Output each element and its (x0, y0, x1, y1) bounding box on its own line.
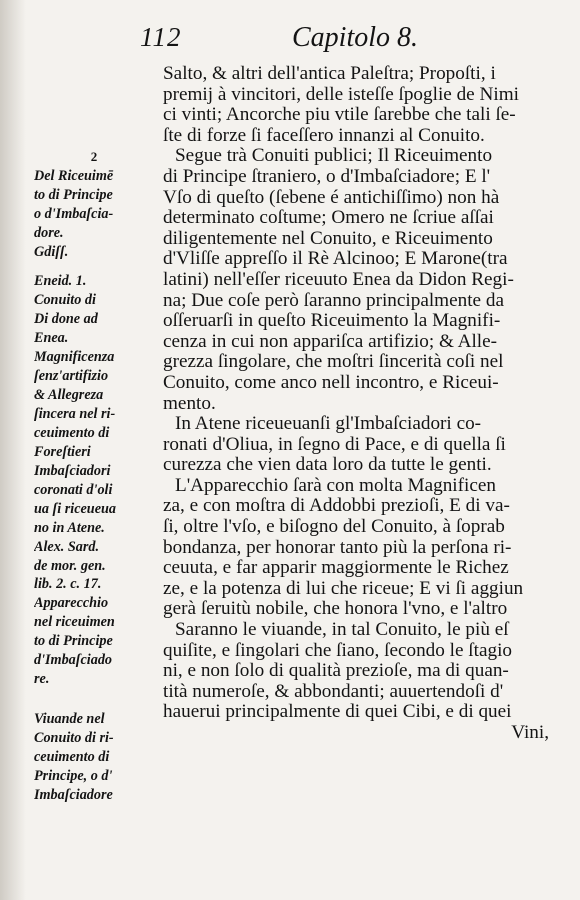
margin-note-line: coronati d'oli (34, 481, 113, 498)
margin-note-line: de mor. gen. (34, 557, 106, 574)
text-line: tità numeroſe, & abbondanti; auuertendoſi d' (163, 681, 504, 702)
margin-note-eneid (34, 272, 154, 348)
main-text-column (163, 64, 555, 744)
margin-note-line: Eneid. 1. (34, 273, 87, 289)
margin-note-line: Conuito di (34, 291, 96, 308)
text-line: Saranno le viuande, in tal Conuito, le più eſ (175, 620, 509, 641)
margin-note-line: Del Riceuimē (34, 167, 114, 184)
text-line: ze, e la potenza di lui che riceue; E vi ſi aggiun (163, 578, 524, 599)
margin-note-line: Foreſtieri (34, 443, 91, 460)
margin-note-line: ua ſi riceueua (34, 500, 116, 517)
margin-note-apparecchio (34, 594, 154, 689)
text-line: determinato coſtume; Omero ne ſcriue aſſai (163, 208, 494, 229)
margin-note-line: 2 (90, 149, 98, 164)
text-line: na; Due coſe però ſaranno principalmente da (163, 290, 504, 311)
margin-note-line: to di Principe (34, 632, 113, 649)
page-number: 112 (140, 22, 182, 52)
text-line: Segue trà Conuiti publici; Il Riceuimento (175, 146, 493, 167)
text-line: ſte di forze ſi faceſſero innanzi al Conuito. (163, 125, 485, 146)
page-spine-shadow (0, 0, 26, 900)
text-line: cenza in cui non appariſca artifizio; & Alle- (163, 331, 498, 352)
margin-note-riceuimento (34, 148, 154, 261)
running-title: Capitolo 8. (292, 22, 419, 53)
margin-note-line: dore. (34, 224, 64, 241)
margin-note-viuande (34, 710, 154, 805)
margin-note-line: ſincera nel ri- (34, 405, 116, 422)
text-line: L'Apparecchio ſarà con molta Magnificen (175, 475, 496, 496)
margin-note-line: lib. 2. c. 17. (34, 576, 102, 593)
text-line: hauerui principalmente di quei Cibi, e di quei (163, 702, 512, 723)
text-line: ceuuta, e far apparir maggiormente le Richez (163, 558, 509, 579)
text-line: za, e con moſtra di Addobbi prezioſi, E di va- (163, 496, 510, 517)
margin-note-line: Alex. Sard. (34, 538, 100, 555)
margin-note-line: & Allegreza (34, 386, 104, 403)
margin-note-imbasciadori (34, 462, 154, 594)
text-line: ni, e non ſolo di qualità prezioſe, ma di quan- (163, 661, 509, 682)
text-line: curezza che vien data loro da tutte le genti. (163, 455, 492, 476)
text-line: Vſo di queſto (ſebene é antichiſſimo) non hà (163, 187, 500, 208)
text-line: quiſite, e ſingolari che ſiano, ſecondo le ſtagio (163, 640, 513, 661)
margin-note-line: nel riceuimen (34, 613, 115, 630)
text-line: mento. (163, 393, 216, 414)
margin-note-line: Imbaſciadori (34, 463, 111, 479)
text-line: ci vinti; Ancorche piu vtile ſarebbe che tali ſe- (163, 105, 516, 126)
text-line: In Atene riceueuanſi gl'Imbaſciadori co- (175, 414, 482, 435)
margin-note-line: Viuande nel (34, 711, 105, 727)
text-line: ſi, oltre l'vſo, e biſogno del Conuito, à ſoprab (163, 517, 505, 538)
text-line: di Principe ſtraniero, o d'Imbaſciadore; E l' (163, 166, 491, 187)
text-line: diligentemente nel Conuito, e Riceuimento (163, 228, 493, 249)
text-line: gerà ſeruitù nobile, che honora l'vno, e l'altro (163, 599, 508, 620)
text-line: bondanza, per honorar tanto più la perſona ri- (163, 537, 512, 558)
text-line: oſſeruarſi in queſto Riceuimento la Magnifi- (163, 311, 501, 332)
margin-note-line: Principe, o d' (34, 767, 113, 784)
margin-note-line: Magnificenza (34, 349, 115, 365)
text-line: Vini, (511, 723, 549, 743)
text-line: Salto, & altri dell'antica Paleſtra; Propoſti, i (163, 64, 496, 84)
text-line: Conuito, come anco nell incontro, e Riceui- (163, 372, 499, 393)
margin-note-line: to di Principe (34, 186, 113, 203)
margin-note-line: Gdiſſ. (34, 243, 69, 260)
margin-note-line: Apparecchio (34, 595, 109, 611)
margin-note-line: Imbaſciadore (34, 786, 113, 803)
text-line: premij à vincitori, delle isteſſe ſpoglie de Nimi (163, 84, 519, 105)
margin-note-line: ceuimento di (34, 424, 110, 441)
margin-note-line: ſenz'artifizio (34, 367, 109, 384)
margin-note-line: o d'Imbaſcia- (34, 205, 114, 222)
margin-note-line: ceuimento di (34, 748, 110, 765)
text-line: latini) nell'eſſer riceuuto Enea da Didon Regi- (163, 269, 514, 290)
margin-note-line: d'Imbaſciado (34, 651, 113, 668)
margin-note-line: re. (34, 670, 50, 687)
text-line: grezza ſingolare, che moſtri ſincerità coſi nel (163, 352, 504, 373)
page-header (140, 22, 560, 62)
text-line: ronati d'Oliua, in ſegno di Pace, e di quella ſi (163, 434, 506, 455)
margin-note-line: Conuito di ri- (34, 729, 114, 746)
margin-note-line: Di done ad (34, 310, 98, 327)
text-line: d'Vliſſe appreſſo il Rè Alcinoo; E Marone(tra (163, 249, 508, 270)
margin-note-line: Enea. (34, 329, 69, 346)
margin-note-magnificenza (34, 348, 154, 461)
margin-note-line: no in Atene. (34, 519, 105, 536)
